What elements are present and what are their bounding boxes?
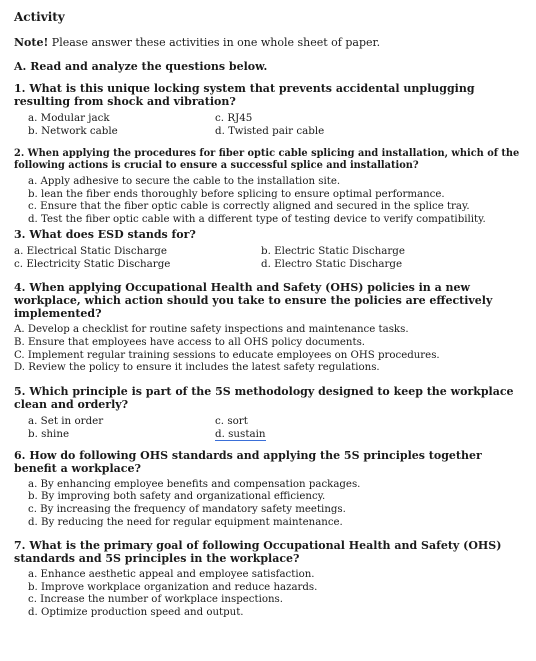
option: a. Enhance aesthetic appeal and employee satisfaction.	[28, 569, 315, 581]
question-3: 3. What does ESD stands for?	[14, 228, 196, 242]
option-highlighted: d. sustain	[215, 427, 266, 440]
option: c. Increase the number of workplace inspections.	[28, 594, 283, 606]
instruction-note	[14, 36, 520, 49]
question-1-options	[28, 112, 520, 138]
option: d. Optimize production speed and output.	[28, 606, 244, 618]
option: A. Develop a checklist for routine safety inspections and maintenance tasks.	[14, 324, 409, 336]
option: d. Electro Static Discharge	[261, 258, 403, 271]
question-5-options	[28, 415, 520, 441]
question-2: 2. When applying the procedures for fiber optic cable splicing and installation, which of the following actions is crucial to ensure a successful splice and installation?	[14, 148, 520, 171]
question-6: 6. How do following OHS standards and applying the 5S principles together benefit a workplace?	[14, 448, 482, 475]
option: b. lean the fiber ends thoroughly before splicing to ensure optimal performance.	[28, 188, 445, 200]
option: d. By reducing the need for regular equipment maintenance.	[28, 516, 343, 528]
option: a. Electrical Static Discharge	[14, 245, 167, 258]
section-heading: A. Read and analyze the questions below.	[14, 60, 268, 73]
option: a. Set in order	[28, 414, 104, 427]
question-3-options	[14, 245, 520, 271]
option: C. Implement regular training sessions to educate employees on OHS procedures.	[14, 349, 440, 361]
option: d. Test the fiber optic cable with a different type of testing device to verify compatibility.	[28, 213, 486, 225]
option: b. Network cable	[28, 125, 118, 137]
page-title: Activity	[14, 10, 65, 24]
option: b. Improve workplace organization and reduce hazards.	[28, 581, 318, 593]
question-2-options	[28, 176, 520, 226]
question-7: 7. What is the primary goal of following Occupational Health and Safety (OHS) standards and 5S principles in the workplace?	[14, 539, 502, 566]
option: B. Ensure that employees have access to all OHS policy documents.	[14, 336, 366, 348]
note-label: Note!	[14, 36, 49, 49]
question-6-options	[28, 479, 520, 529]
option: a. By enhancing employee benefits and compensation packages.	[28, 478, 361, 490]
option: b. shine	[28, 427, 70, 440]
question-1: 1. What is this unique locking system that prevents accidental unplugging resulting from shock and vibration?	[14, 82, 475, 108]
option: c. Electricity Static Discharge	[14, 258, 171, 271]
question-4-options	[14, 324, 520, 374]
option: a. Apply adhesive to secure the cable to the installation site.	[28, 176, 341, 187]
option: D. Review the policy to ensure it includes the latest safety regulations.	[14, 362, 380, 374]
option: c. RJ45	[215, 112, 253, 124]
question-7-options	[28, 569, 520, 619]
question-4: 4. When applying Occupational Health and Safety (OHS) policies in a new workplace, which action should you take to ensure the policies are effectively implemented?	[14, 281, 493, 321]
option: b. By improving both safety and organizational efficiency.	[28, 491, 326, 503]
option: c. Ensure that the fiber optic cable is correctly aligned and secured in the splice tray.	[28, 201, 470, 213]
note-text: Please answer these activities in one whole sheet of paper.	[48, 36, 381, 49]
option: d. Twisted pair cable	[215, 125, 325, 137]
question-5: 5. Which principle is part of the 5S methodology designed to keep the workplace clean and orderly?	[14, 384, 514, 411]
option: c. By increasing the frequency of mandatory safety meetings.	[28, 503, 346, 515]
option: a. Modular jack	[28, 112, 110, 124]
option: c. sort	[215, 414, 248, 427]
option: b. Electric Static Discharge	[261, 245, 405, 258]
